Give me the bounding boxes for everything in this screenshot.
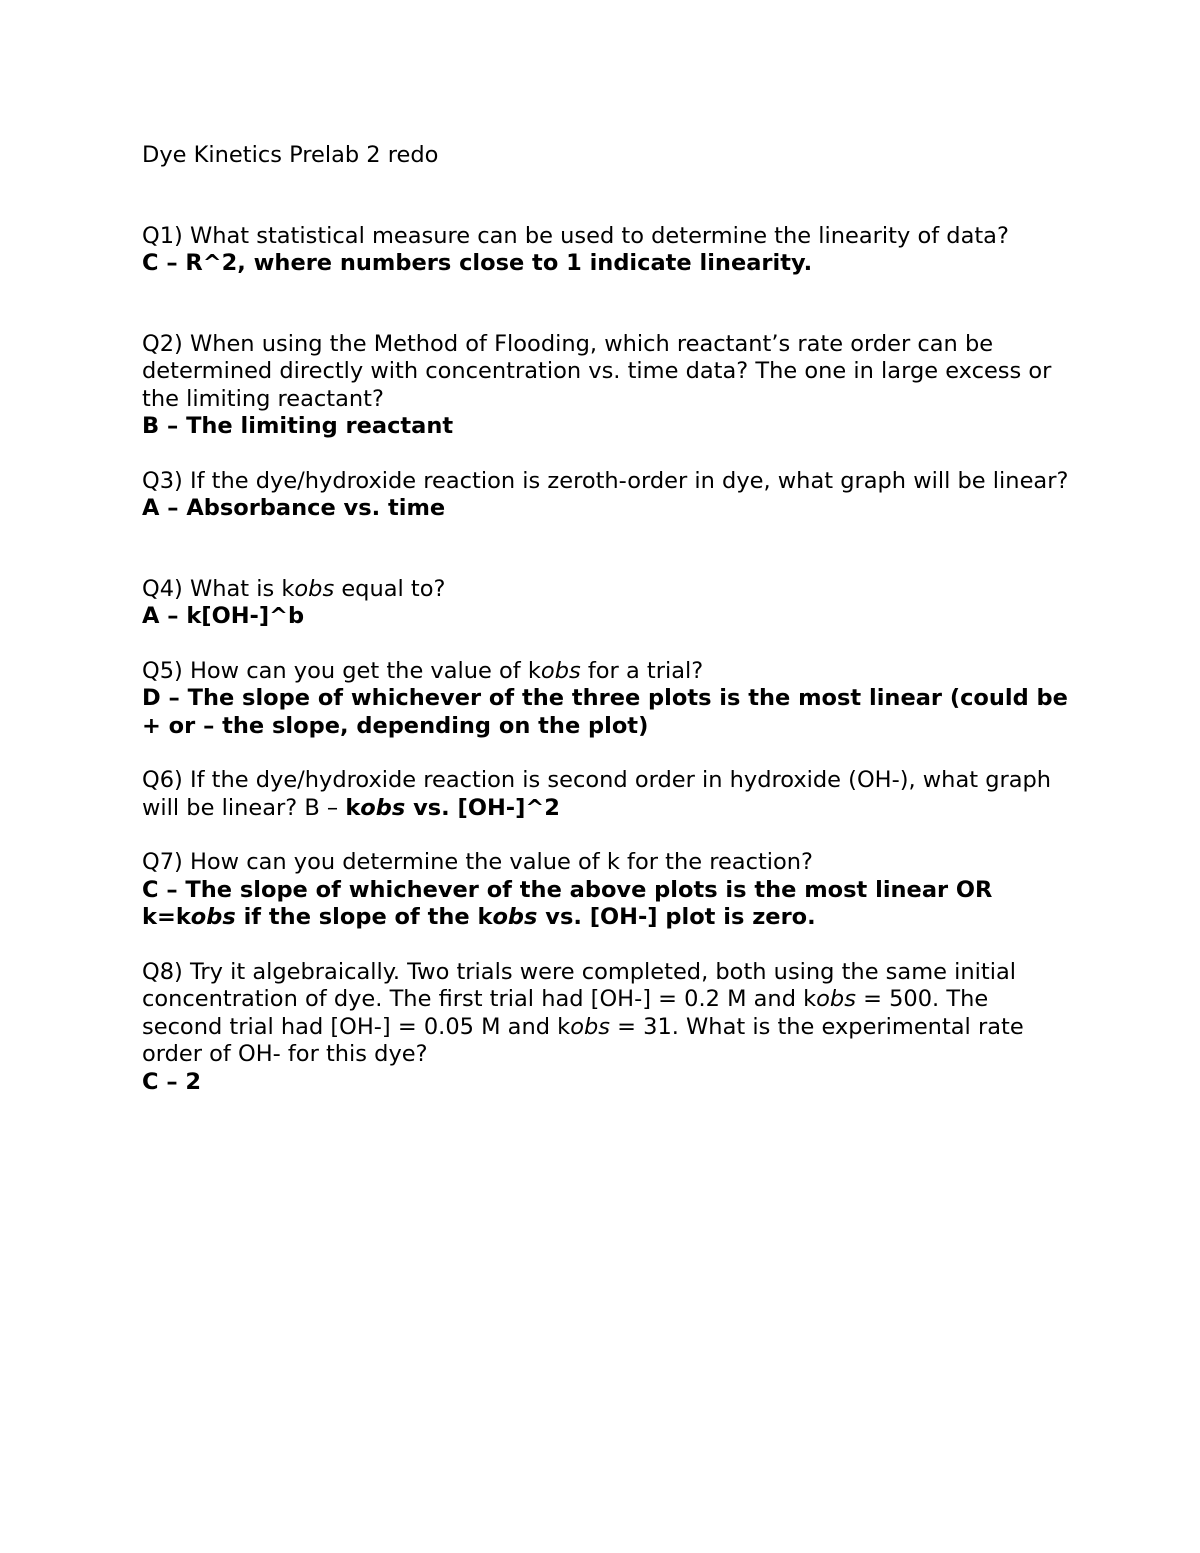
question-5-text-start: Q5) How can you get the value of k <box>142 657 541 684</box>
kobs-subscript: obs <box>816 986 856 1012</box>
question-4-answer: A – k[OH-]^b <box>142 603 305 629</box>
question-8 <box>142 959 1070 1097</box>
question-6-answer-end: vs. [OH-]^2 <box>405 794 560 821</box>
question-6-text <box>142 767 1070 822</box>
question-2-answer: B – The limiting reactant <box>142 413 454 439</box>
question-6 <box>142 767 1070 822</box>
question-4-text <box>142 576 1070 604</box>
question-5-text <box>142 658 1070 686</box>
question-6-answer <box>345 795 560 821</box>
kobs-subscript: obs <box>540 657 581 684</box>
document-title: Dye Kinetics Prelab 2 redo <box>142 142 439 168</box>
question-5-text-end: for a trial? <box>580 657 704 684</box>
question-8-text-part-2: = 500. The second trial had [OH-] = 0.05 M and k <box>142 986 989 1040</box>
question-4 <box>142 576 1070 631</box>
question-7-answer-part-1: C – The slope of whichever of the above plots is the most linear OR k=k <box>142 876 993 930</box>
question-7 <box>142 849 1070 932</box>
question-8-answer: C – 2 <box>142 1068 202 1095</box>
question-5 <box>142 658 1070 741</box>
kobs-subscript: obs <box>492 904 538 930</box>
question-4-text-end: equal to? <box>334 575 446 602</box>
question-7-answer <box>142 877 1070 932</box>
kobs-subscript: obs <box>190 904 236 930</box>
kobs-k: k <box>345 794 361 821</box>
kobs-subscript: obs <box>570 1013 610 1040</box>
question-1-text: Q1) What statistical measure can be used to determine the linearity of data? <box>142 222 1009 249</box>
question-8-text-part-3: = 31. What is the experimental rate order of OH- for this dye? <box>142 1013 1024 1067</box>
question-1 <box>142 223 1070 278</box>
question-3-text: Q3) If the dye/hydroxide reaction is zeroth-order in dye, what graph will be linear? <box>142 467 1069 494</box>
kobs-subscript: obs <box>294 575 335 602</box>
question-7-answer-part-2: if the slope of the k <box>235 904 493 930</box>
kobs-subscript: obs <box>360 794 406 821</box>
question-1-answer: C – R^2, where numbers close to 1 indicate linearity. <box>142 250 813 276</box>
question-2-text: Q2) When using the Method of Flooding, which reactant’s rate order can be determined directly with concentration vs. time data? The one in large excess or the limiting reactant? <box>142 330 1052 412</box>
question-3-answer: A – Absorbance vs. time <box>142 495 446 521</box>
question-2 <box>142 331 1070 441</box>
question-7-answer-part-3: vs. [OH-] plot is zero. <box>537 904 816 930</box>
question-6-text-start: Q6) If the dye/hydroxide reaction is second order in hydroxide (OH-), what graph will be linear? B – <box>142 767 1052 821</box>
question-8-text <box>142 959 1070 1069</box>
question-5-answer: D – The slope of whichever of the three plots is the most linear (could be + or – the slope, depending on the plot) <box>142 685 1068 739</box>
question-3 <box>142 468 1070 523</box>
question-8-text-part-1: Q8) Try it algebraically. Two trials were completed, both using the same initial concentration of dye. The first trial had [OH-] = 0.2 M and k <box>142 958 1016 1012</box>
question-7-text: Q7) How can you determine the value of k for the reaction? <box>142 849 814 875</box>
question-4-text-start: Q4) What is k <box>142 575 295 602</box>
